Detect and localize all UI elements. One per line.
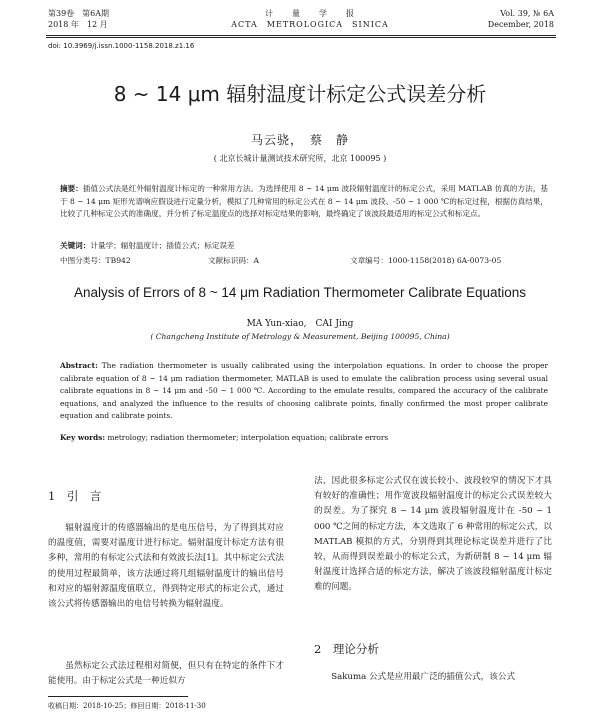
article-number: 文章编号：1000-1158(2018) 6A-0073-05 [350,256,502,265]
abstract-en-text: The radiation thermometer is usually calibrated using the interpolation equations. In order to choose the proper calibrate equation of 8 ~ 14 μm radiation thermometer, MATLAB is used to emulate the calibration process using several usual calibrate equations in 8 ~ 14 μm and -50 ~ 1 000 ℃. According to the emulate results, compared the accuracy of the calibrate equations, and analyzed the influence to the results of choosing calibrate points, finally confirmed the most proper calibrate equation and calibrate points. [60,361,548,421]
header-right [488,8,554,30]
clc-number: 中图分类号：TB942 [60,256,131,265]
keywords-en [60,433,388,442]
volume-cn: 第39卷 第6A期 [48,9,110,18]
date-en: December, 2018 [487,20,554,29]
keywords-cn [60,240,235,251]
journal-name-en: ACTA METROLOGICA SINICA [231,20,389,29]
running-header [0,8,600,34]
title-en: Analysis of Errors of 8 ~ 14 μm Radiation Thermometer Calibrate Equations [73,285,527,300]
right-col-para-2: Sakuma 公式是应用最广泛的插值公式，该公式 [331,672,516,682]
keywords-en-text: metrology; radiation thermometer; interpolation equation; calibrate errors [107,433,389,442]
title-cn: 8 ~ 14 μm 辐射温度计标定公式误差分析 [113,82,487,106]
authors-en: MA Yun-xiao, CAI Jing [246,319,354,329]
affiliation-en: ( Changcheng Institute of Metrology & Measurement, Beijing 100095, China) [150,332,450,341]
abstract-cn [60,183,548,221]
keywords-cn-text: 计量学；辐射温度计；插值公式；标定误差 [90,241,235,250]
journal-name-cn: 计 量 学 报 [265,9,355,18]
section-1-para-2: 虽然标定公式法过程相对简便，但只有在特定的条件下才能使用。由于标定公式是一种近似方 [48,661,284,687]
abstract-cn-label: 摘要： [60,184,83,193]
header-rule [46,35,556,36]
header-left [48,8,109,30]
abstract-en-label: Abstract: [60,361,98,370]
abstract-en [60,360,548,423]
authors-cn: 马云骁， 蔡 静 [250,133,349,147]
abstract-cn-text: 插值公式法是红外辐射温度计标定的一种常用方法。为选择使用 8 ~ 14 μm 波段辐射温度计的标定公式，采用 MATLAB 仿真的方法，基于 8 ~ 14 μm 矩形光谱响应假设进行定量分析，模拟了几种常用的标定公式在 8 ~ 14 μm 波段、-50 ~ 1 000 ℃的标定过程，根据仿真结果，比较了几种标定公式的准确度，并分析了标定温度点的选择对标定结果的影响，最终确定了该波段最适用的标定公式和标定点。 [60,184,549,219]
affiliation-cn: ( 北京长城计量测试技术研究所，北京 100095 ) [213,154,387,163]
footnote: 收稿日期：2018-10-25；修回日期：2018-11-30 [48,702,206,710]
date-cn: 2018 年 12 月 [48,20,108,29]
doi: doi: 10.3969/j.issn.1000-1158.2018.z1.16 [48,42,195,50]
header-center [200,8,420,30]
section-1-title: 1 引 言 [48,489,102,503]
footnote-rule [48,696,188,697]
right-col-para-1: 法，因此很多标定公式仅在波长较小、波段较窄的情况下才具有较好的准确性；用作宽波段辐射温度计的标定公式误差较大的误差。为了探究 8 ~ 14 μm 波段辐射温度计在 -50 ~ 1 000 ℃之间的标定方法，本文选取了 6 种常用的标定公式，以 MATLAB 模拟的方式，分别得到其理论标定误差并进行了比较，从而得到误差最小的标定公式，为新研制 8 ~ 14 μm 辐射温度计选择合适的标定方法，解决了该波段辐射温度计标定难的问题。 [314,476,552,593]
document-code: 文献标识码：A [208,256,260,265]
keywords-cn-label: 关键词： [60,241,91,250]
section-2-title: 2 理论分析 [314,642,379,656]
keywords-en-label: Key words: [60,433,106,442]
header-rule-thin [46,37,556,38]
section-1-para-1: 辐射温度计的传感器输出的是电压信号，为了得到其对应的温度值，需要对温度计进行标定。辐射温度计标定方法有很多种，常用的有标定公式法和有效波长法[1]。其中标定公式法的使用过程最简单，该方法通过将几组辐射温度计的输出信号和对应的辐射源温度值联立，得到特定形式的标定公式，通过该公式将传感器输出的电信号转换为辐射温度。 [48,523,284,610]
volume-en: Vol. 39, № 6A [500,9,554,18]
